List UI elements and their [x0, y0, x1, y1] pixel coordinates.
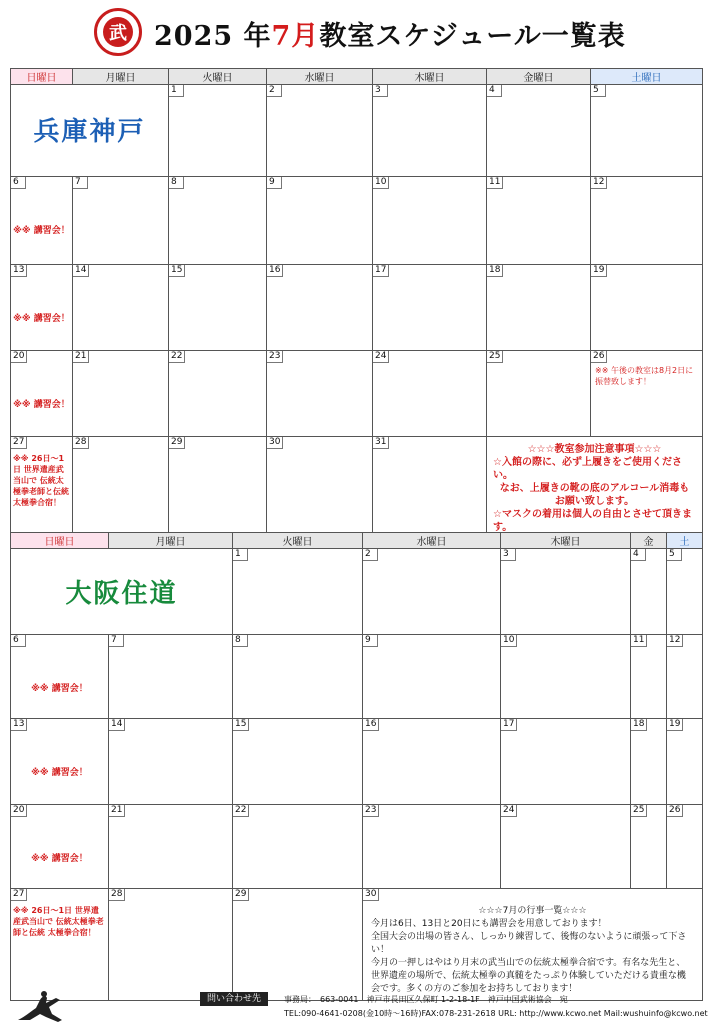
day-number: 18 — [487, 265, 503, 277]
kobe-day-cell — [591, 351, 703, 437]
retreat-note: ※※ 26日～1日 世界遺産武当山で 伝統太極拳老師と伝統 太極拳合宿！ — [13, 454, 69, 507]
day-number: 19 — [667, 719, 683, 731]
kobe-day-cell — [267, 437, 373, 541]
osaka-day-cell — [233, 635, 363, 719]
osaka-day-cell — [631, 805, 667, 889]
kobe-weekday-sun: 日曜日 — [11, 69, 73, 85]
day-number: 6 — [11, 177, 26, 189]
day-number: 25 — [631, 805, 647, 817]
association-logo — [94, 8, 142, 56]
day-number: 7 — [109, 635, 124, 647]
osaka-weekday-fri: 金 — [631, 533, 667, 549]
day-number: 5 — [667, 549, 682, 561]
osaka-day-cell — [11, 719, 109, 805]
osaka-weekday-thu: 木曜日 — [501, 533, 631, 549]
day-number: 23 — [363, 805, 379, 817]
day-number: 2 — [267, 85, 282, 97]
osaka-day-cell — [11, 635, 109, 719]
kobe-day-cell — [11, 437, 73, 541]
day-number: 9 — [363, 635, 378, 647]
osaka-day-cell — [363, 549, 501, 635]
kobe-weekday-tue: 火曜日 — [169, 69, 267, 85]
osaka-day-cell — [667, 805, 703, 889]
osaka-day-cell — [501, 635, 631, 719]
sunday-workshop-note: ※※ 講習会！ — [31, 854, 88, 864]
day-number: 24 — [373, 351, 389, 363]
day-number: 21 — [109, 805, 125, 817]
kobe-notice — [487, 437, 702, 540]
day-number: 7 — [73, 177, 88, 189]
kobe-day-cell — [487, 85, 591, 177]
notice-line: なお、上履きの靴の底のアルコール消毒も — [499, 483, 690, 494]
day-number: 13 — [11, 265, 27, 277]
day-number: 3 — [501, 549, 516, 561]
day-number: 11 — [631, 635, 647, 647]
saturday-reschedule-note: ※※ 午後の教室は8月2日に振替致します！ — [595, 366, 694, 386]
kobe-day-cell — [487, 351, 591, 437]
day-number: 8 — [169, 177, 184, 189]
kobe-day-cell — [267, 265, 373, 351]
kobe-notice-cell — [487, 437, 703, 541]
kobe-weekday-thu: 木曜日 — [373, 69, 487, 85]
announcement-line: 会です。多くの方のご参加をお持ちしております！ — [371, 984, 578, 994]
osaka-day-cell — [501, 805, 631, 889]
kobe-location-label: 兵庫神戸 — [33, 117, 146, 147]
day-number: 4 — [487, 85, 502, 97]
kobe-weekday-fri: 金曜日 — [487, 69, 591, 85]
day-number: 26 — [591, 351, 607, 363]
osaka-day-cell — [11, 805, 109, 889]
osaka-day-cell — [363, 719, 501, 805]
day-number: 10 — [373, 177, 389, 189]
day-number: 27 — [11, 437, 27, 449]
title-month: 7月 — [271, 21, 320, 52]
day-number: 26 — [667, 805, 683, 817]
title-rest: 教室スケジュール一覧表 — [319, 21, 626, 52]
day-number: 21 — [73, 351, 89, 363]
day-number: 2 — [363, 549, 378, 561]
kobe-day-cell — [373, 351, 487, 437]
osaka-day-cell — [667, 719, 703, 805]
kobe-day-cell — [73, 351, 169, 437]
announcement-line: 全国大会の出場の皆さん、しっかり練習して、後悔のないように頑張って下さい！ — [371, 932, 687, 955]
day-number: 17 — [501, 719, 517, 731]
day-number: 20 — [11, 351, 27, 363]
osaka-location-cell — [11, 549, 233, 635]
sunday-workshop-note: ※※ 講習会！ — [13, 226, 70, 236]
osaka-day-cell — [11, 889, 109, 1001]
logo-mark: 武 — [103, 17, 133, 47]
day-number: 14 — [109, 719, 125, 731]
kobe-day-cell — [73, 177, 169, 265]
contact-address: 事務局： 663-0041 神戸市長田区久保町 1-2-18-1F 神戸中国武術協会 宛 — [284, 995, 568, 1004]
kobe-day-cell — [73, 437, 169, 541]
day-number: 8 — [233, 635, 248, 647]
osaka-day-cell — [631, 719, 667, 805]
notice-line: お願い致します。 — [554, 496, 635, 507]
osaka-day-cell — [233, 549, 363, 635]
osaka-day-cell — [109, 719, 233, 805]
osaka-location-label: 大阪住道 — [65, 579, 178, 609]
day-number: 4 — [631, 549, 646, 561]
day-number: 24 — [501, 805, 517, 817]
kobe-day-cell — [169, 351, 267, 437]
osaka-weekday-mon: 月曜日 — [109, 533, 233, 549]
day-number: 9 — [267, 177, 282, 189]
kobe-day-cell — [73, 265, 169, 351]
day-number: 14 — [73, 265, 89, 277]
kobe-day-cell — [591, 177, 703, 265]
contact-phone-url: TEL:090-4641-0208(金10時～16時)FAX:078-231-2618 URL: http://www.kcwo.net Mail:wushuinfo@kcwo.net — [284, 1009, 708, 1018]
day-number: 16 — [267, 265, 283, 277]
day-number: 12 — [667, 635, 683, 647]
osaka-weekday-wed: 水曜日 — [363, 533, 501, 549]
day-number: 19 — [591, 265, 607, 277]
osaka-day-cell — [233, 719, 363, 805]
day-number: 20 — [11, 805, 27, 817]
page-title — [154, 14, 626, 53]
kobe-day-cell — [169, 85, 267, 177]
retreat-note: ※※ 26日～1日 世界遺産武当山で 伝統太極拳老師と伝統 太極拳合宿！ — [13, 906, 104, 937]
osaka-announcement-cell — [363, 889, 703, 1001]
day-number: 13 — [11, 719, 27, 731]
day-number: 31 — [373, 437, 389, 449]
sunday-workshop-note: ※※ 講習会！ — [13, 314, 70, 324]
day-number: 28 — [73, 437, 89, 449]
kobe-day-cell — [373, 177, 487, 265]
osaka-calendar — [10, 532, 703, 1001]
day-number: 28 — [109, 889, 125, 901]
osaka-announcement — [363, 901, 702, 1000]
day-number: 12 — [591, 177, 607, 189]
day-number: 29 — [233, 889, 249, 901]
osaka-day-cell — [501, 719, 631, 805]
day-number: 22 — [169, 351, 185, 363]
day-number: 6 — [11, 635, 26, 647]
kobe-day-cell — [591, 265, 703, 351]
osaka-day-cell — [233, 889, 363, 1001]
kobe-day-cell — [267, 85, 373, 177]
osaka-day-cell — [501, 549, 631, 635]
notice-line: ☆マスクの着用は個人の自由とさせて頂きます。 — [493, 509, 692, 533]
notice-heading: ☆☆☆教室参加注意事項☆☆☆ — [527, 444, 662, 455]
day-number: 27 — [11, 889, 27, 901]
kobe-calendar — [10, 68, 703, 541]
kobe-day-cell — [267, 351, 373, 437]
notice-line: ☆入館の際に、必ず上履きをご使用ください。 — [493, 457, 682, 481]
kobe-day-cell — [169, 437, 267, 541]
day-number: 30 — [267, 437, 283, 449]
kobe-day-cell — [267, 177, 373, 265]
osaka-day-cell — [363, 635, 501, 719]
day-number: 10 — [501, 635, 517, 647]
kobe-day-cell — [373, 85, 487, 177]
sunday-workshop-note: ※※ 講習会！ — [31, 768, 88, 778]
osaka-day-cell — [667, 549, 703, 635]
kobe-day-cell — [169, 265, 267, 351]
day-number: 11 — [487, 177, 503, 189]
kobe-day-cell — [169, 177, 267, 265]
osaka-day-cell — [109, 889, 233, 1001]
day-number: 1 — [233, 549, 248, 561]
osaka-day-cell — [631, 635, 667, 719]
kobe-day-cell — [487, 265, 591, 351]
osaka-weekday-sat: 土 — [667, 533, 703, 549]
osaka-day-cell — [109, 635, 233, 719]
osaka-weekday-tue: 火曜日 — [233, 533, 363, 549]
osaka-day-cell — [233, 805, 363, 889]
day-number: 30 — [363, 889, 379, 901]
sunday-workshop-note: ※※ 講習会！ — [31, 684, 88, 694]
kobe-weekday-sat: 土曜日 — [591, 69, 703, 85]
kobe-day-cell — [591, 85, 703, 177]
contact-footer — [0, 988, 712, 1028]
announcement-line: 今月は6日、13日と20日にも講習会を用意しております！ — [371, 919, 607, 929]
martial-artist-silhouette-icon — [16, 990, 68, 1024]
day-number: 17 — [373, 265, 389, 277]
kobe-weekday-mon: 月曜日 — [73, 69, 169, 85]
announcement-line: 世界遺産の場所で、伝統太極拳の真髄をたっぷり体験していただける貴重な機 — [371, 971, 686, 981]
day-number: 16 — [363, 719, 379, 731]
kobe-day-cell — [11, 265, 73, 351]
day-number: 22 — [233, 805, 249, 817]
title-year: 2025 年 — [154, 21, 272, 52]
day-number: 15 — [169, 265, 185, 277]
osaka-weekday-sun: 日曜日 — [11, 533, 109, 549]
day-number: 3 — [373, 85, 388, 97]
announcement-line: 今月の一押しはやはり月末の武当山での伝統太極拳合宿です。有名な先生と、 — [371, 958, 686, 968]
day-number: 1 — [169, 85, 184, 97]
day-number: 18 — [631, 719, 647, 731]
day-number: 15 — [233, 719, 249, 731]
header — [0, 0, 712, 62]
kobe-day-cell — [487, 177, 591, 265]
kobe-weekday-wed: 水曜日 — [267, 69, 373, 85]
kobe-day-cell — [373, 437, 487, 541]
day-number: 23 — [267, 351, 283, 363]
osaka-day-cell — [631, 549, 667, 635]
kobe-location-cell — [11, 85, 169, 177]
kobe-day-cell — [11, 177, 73, 265]
sunday-workshop-note: ※※ 講習会！ — [13, 400, 70, 410]
day-number: 29 — [169, 437, 185, 449]
kobe-day-cell — [11, 351, 73, 437]
osaka-day-cell — [363, 805, 501, 889]
announcement-heading: ☆☆☆7月の行事一覧☆☆☆ — [478, 906, 587, 916]
osaka-day-cell — [667, 635, 703, 719]
day-number: 25 — [487, 351, 503, 363]
day-number: 5 — [591, 85, 606, 97]
kobe-day-cell — [373, 265, 487, 351]
osaka-day-cell — [109, 805, 233, 889]
contact-label: 問い合わせ先 — [200, 992, 268, 1006]
